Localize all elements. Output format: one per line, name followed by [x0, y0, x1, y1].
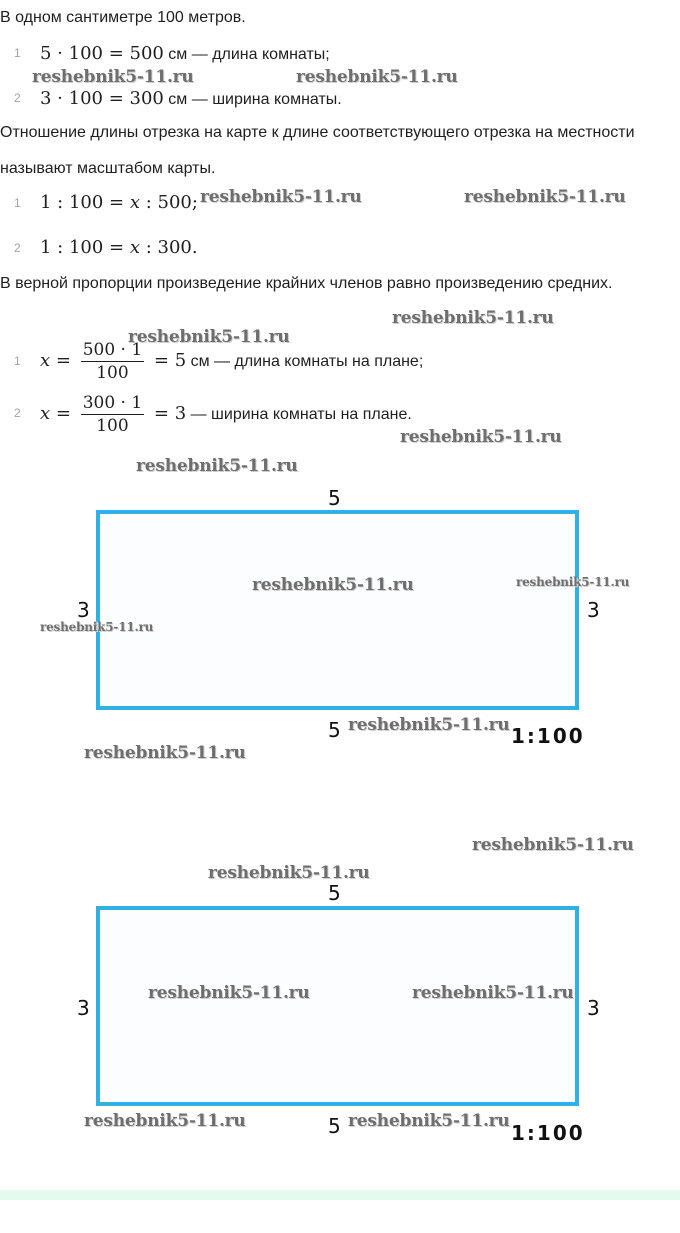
watermark: reshebnik5-11.ru [472, 835, 634, 855]
room-rectangle [96, 906, 579, 1106]
fraction [81, 392, 144, 435]
math-expression: 1 : 100 = [40, 237, 130, 258]
step-text: см — ширина комнаты. [163, 91, 342, 108]
step-text: см — длина комнаты; [163, 46, 330, 63]
step-number: 1 [14, 46, 21, 60]
step-text: см — длина комнаты на плане; [186, 353, 424, 370]
plan-bottom-dimension: 5 [328, 718, 341, 742]
math-expression: : 300. [140, 237, 198, 258]
paragraph-scale-definition: Отношение длины отрезка на карте к длине соответствующего отрезка на местности называют масштабом карты. [0, 124, 635, 177]
watermark: reshebnik5-11.ru [412, 983, 574, 1003]
math-expression: = 5 [148, 350, 187, 371]
list-item [0, 83, 640, 113]
plan-scale-label: 1:100 [511, 1121, 585, 1145]
math-variable: x [129, 237, 140, 258]
room-rectangle [96, 510, 579, 710]
watermark: reshebnik5-11.ru [84, 1111, 246, 1131]
plan-left-dimension: 3 [77, 598, 90, 622]
step-number: 1 [14, 354, 21, 368]
math-expression: = [50, 350, 77, 371]
math-expression: = 3 [148, 403, 187, 424]
fraction-denominator: 100 [96, 415, 129, 435]
watermark: reshebnik5-11.ru [200, 187, 362, 207]
math-expression: 1 : 100 = [40, 192, 130, 213]
watermark: reshebnik5-11.ru [32, 67, 194, 87]
watermark: reshebnik5-11.ru [208, 863, 370, 883]
watermark: reshebnik5-11.ru [464, 187, 626, 207]
fraction-numerator: 300 · 1 [82, 392, 143, 413]
list-item [0, 233, 640, 263]
step-number: 2 [14, 241, 21, 255]
watermark: reshebnik5-11.ru [40, 620, 154, 634]
list-item [0, 38, 640, 68]
step-text: — ширина комнаты на плане. [186, 406, 412, 423]
math-expression: 3 · 100 = 300 [40, 88, 164, 109]
watermark: reshebnik5-11.ru [84, 743, 246, 763]
math-expression: : 500; [140, 192, 198, 213]
plan-top-dimension: 5 [328, 486, 341, 510]
paragraph-scale-meaning: В одном сантиметре 100 метров. [0, 9, 246, 26]
step-number: 1 [14, 196, 21, 210]
math-variable: x [129, 192, 140, 213]
plan-top-dimension: 5 [328, 881, 341, 905]
watermark: reshebnik5-11.ru [136, 456, 298, 476]
plan-bottom-dimension: 5 [328, 1114, 341, 1138]
watermark: reshebnik5-11.ru [128, 327, 290, 347]
watermark: reshebnik5-11.ru [148, 983, 310, 1003]
math-expression: 5 · 100 = 500 [40, 43, 164, 64]
plan-right-dimension: 3 [587, 598, 600, 622]
watermark: reshebnik5-11.ru [296, 67, 458, 87]
math-variable: x [40, 350, 51, 371]
plan-scale-label: 1:100 [511, 724, 585, 748]
fraction-denominator: 100 [96, 362, 129, 383]
paragraph-proportion-rule: В верной пропорции произведение крайних членов равно произведению средних. [0, 275, 613, 292]
watermark: reshebnik5-11.ru [348, 1111, 510, 1131]
watermark: reshebnik5-11.ru [400, 427, 562, 447]
plan-right-dimension: 3 [587, 996, 600, 1020]
watermark: reshebnik5-11.ru [392, 308, 554, 328]
plan-left-dimension: 3 [77, 996, 90, 1020]
math-variable: x [40, 403, 51, 424]
footer-band [0, 1190, 680, 1200]
step-number: 2 [14, 406, 21, 420]
step-number: 2 [14, 91, 21, 105]
math-expression: = [50, 403, 77, 424]
watermark: reshebnik5-11.ru [516, 575, 630, 589]
fraction-numerator: 500 · 1 [82, 339, 143, 360]
list-item [0, 332, 640, 388]
watermark: reshebnik5-11.ru [348, 715, 510, 735]
watermark: reshebnik5-11.ru [252, 575, 414, 595]
